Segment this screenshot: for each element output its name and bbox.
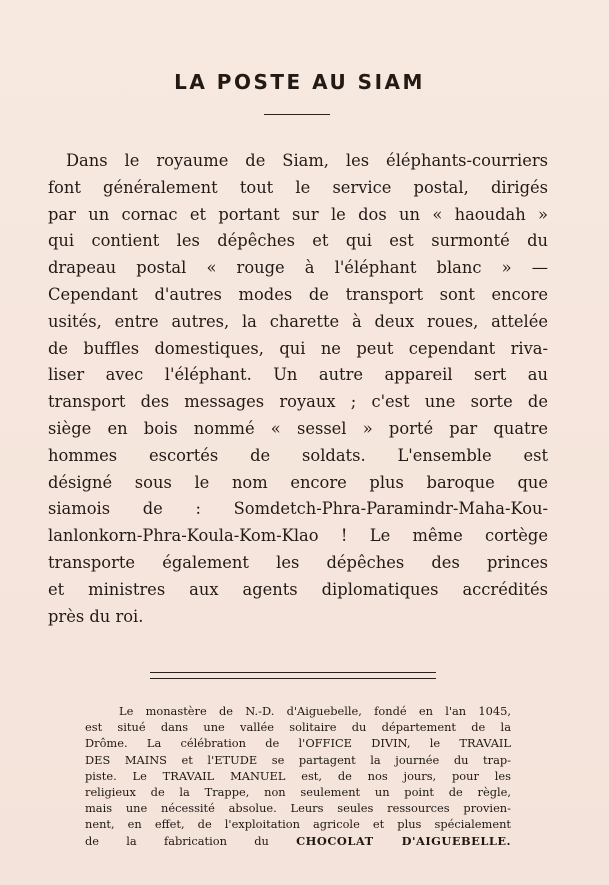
body-line: drapeau postal « rouge à l'éléphant blanc » — [48, 258, 548, 278]
footer-line: mais une nécessité absolue. Leurs seules ressources provien- [85, 801, 511, 816]
footer-last-prefix: de la fabrication du [85, 833, 269, 848]
body-line: siège en bois nommé « sessel » porté par quatre [48, 418, 548, 438]
footer-line: Le monastère de N.-D. d'Aiguebelle, fondé en l'an 1045, [119, 704, 511, 718]
body-line: Dans le royaume de Siam, les éléphants-courriers [66, 151, 548, 170]
footer-line: DES MAINS et l'ETUDE se partagent la journée du trap- [85, 752, 511, 767]
title-underline [264, 114, 330, 115]
footer-line: nent, en effet, de l'exploitation agricole et plus spécialement [85, 817, 511, 832]
brand-name: CHOCOLAT D'AIGUEBELLE. [296, 833, 511, 848]
body-line: et ministres aux agents diplomatiques accrédités [48, 579, 548, 599]
main-paragraph [48, 148, 548, 630]
footer-line: religieux de la Trappe, non seulement un point de règle, [85, 784, 511, 799]
body-line: lanlonkorn-Phra-Koula-Kom-Klao ! Le même cortège [48, 526, 548, 546]
body-line: transport des messages royaux ; c'est une sorte de [48, 392, 548, 412]
footer-line: piste. Le TRAVAIL MANUEL est, de nos jours, pour les [85, 768, 511, 783]
footer-paragraph [85, 703, 511, 849]
body-line: désigné sous le nom encore plus baroque que [48, 472, 548, 492]
body-line: siamois de : Somdetch-Phra-Paramindr-Maha-Kou- [48, 499, 548, 519]
footer-line-last [85, 833, 511, 849]
body-line: de buffles domestiques, qui ne peut cependant riva- [48, 338, 548, 358]
body-line: usités, entre autres, la charette à deux roues, attelée [48, 311, 548, 331]
body-line: font généralement tout le service postal, dirigés [48, 177, 548, 197]
body-line: hommes escortés de soldats. L'ensemble est [48, 445, 548, 465]
body-line: transporte également les dépêches des princes [48, 552, 548, 572]
body-line: qui contient les dépêches et qui est surmonté du [48, 231, 548, 251]
body-line: par un cornac et portant sur le dos un « haoudah » [48, 204, 548, 224]
footer-line: est situé dans une vallée solitaire du département de la [85, 720, 511, 735]
body-line: près du roi. [48, 606, 144, 626]
body-line: liser avec l'éléphant. Un autre appareil sert au [48, 365, 548, 385]
body-line: Cependant d'autres modes de transport sont encore [48, 284, 548, 304]
page-title: LA POSTE AU SIAM [174, 70, 425, 94]
section-divider [150, 672, 436, 679]
footer-line: Drôme. La célébration de l'OFFICE DIVIN, le TRAVAIL [85, 736, 511, 751]
